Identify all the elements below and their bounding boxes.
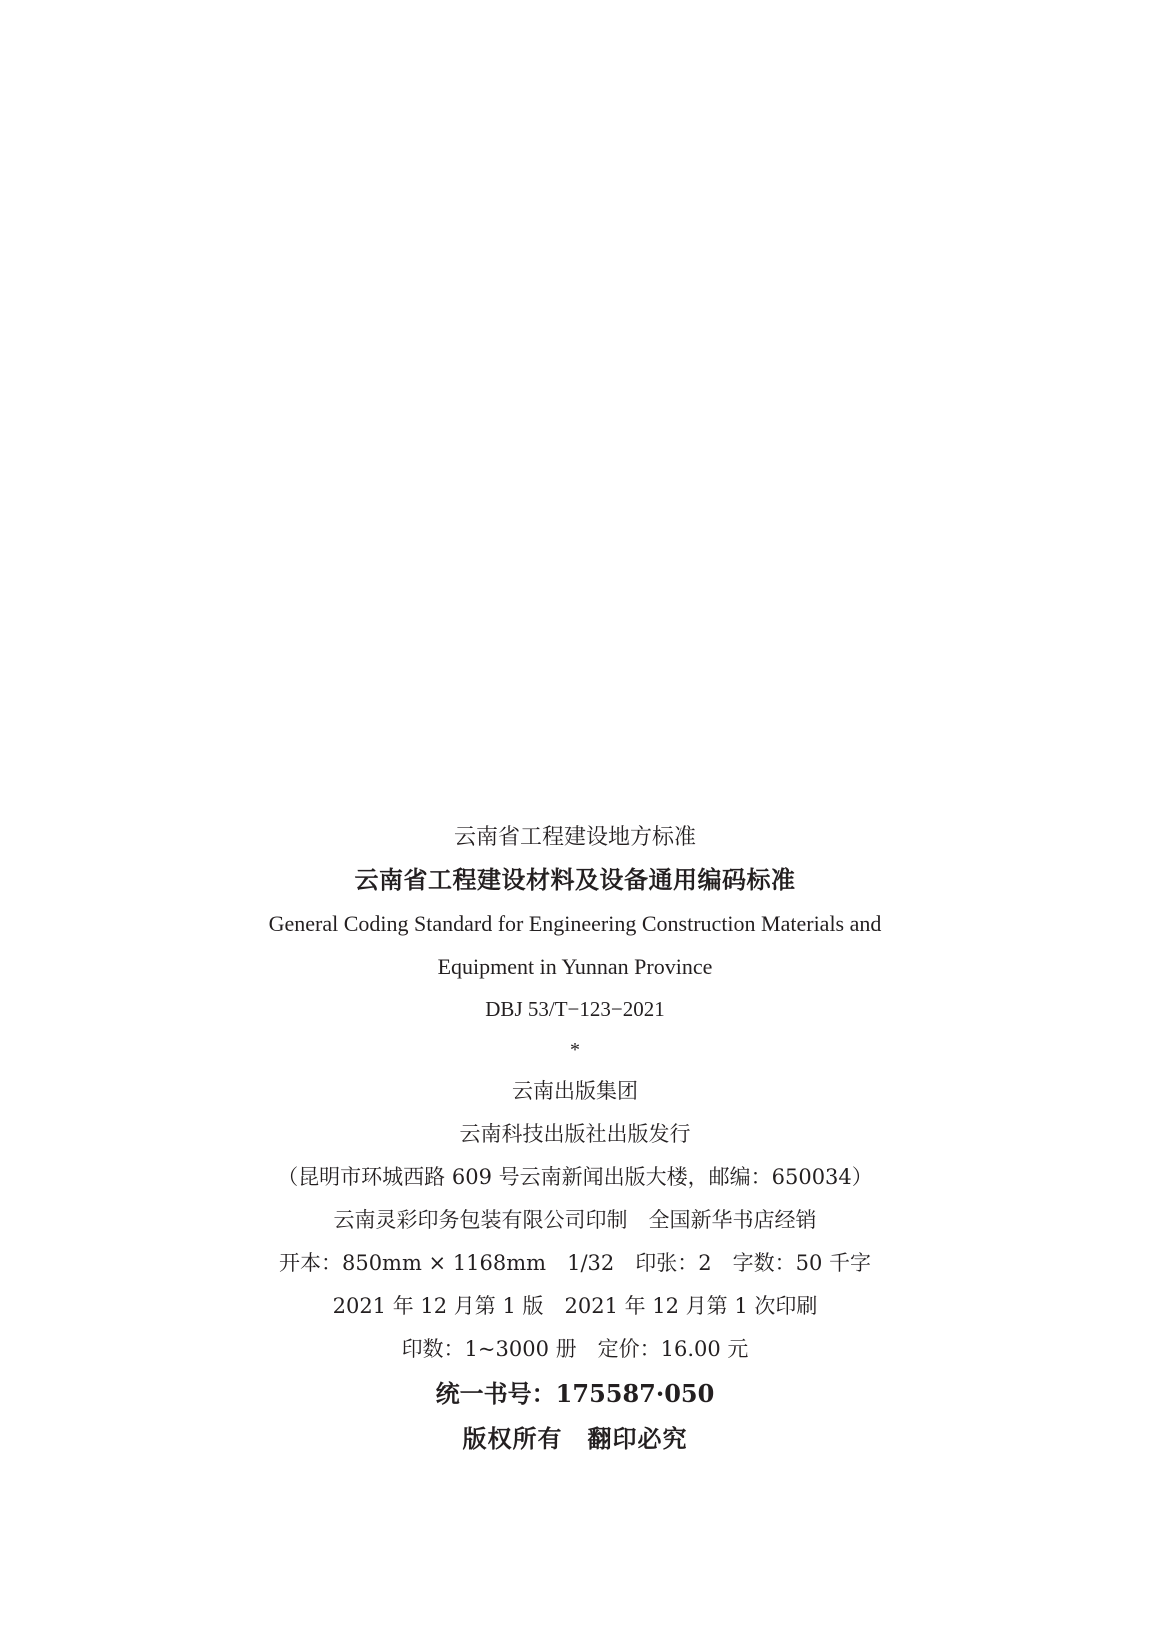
format-info: 开本：850mm × 1168mm 1/32 印张：2 字数：50 千字 <box>278 1251 872 1275</box>
colophon-block <box>0 818 1150 1461</box>
publisher-address: （昆明市环城西路 609 号云南新闻出版大楼，邮编：650034） <box>277 1165 873 1189</box>
edition-info: 2021 年 12 月第 1 版 2021 年 12 月第 1 次印刷 <box>332 1294 818 1318</box>
standard-title-english-line-2: Equipment in Yunnan Province <box>437 954 713 979</box>
standard-title-english-line-1: General Coding Standard for Engineering Construction Materials and <box>268 911 882 936</box>
unified-book-number: 统一书号：175587·050 <box>435 1379 715 1408</box>
standard-series-label: 云南省工程建设地方标准 <box>453 825 696 850</box>
separator-asterisk: * <box>570 1039 580 1061</box>
publisher-group: 云南出版集团 <box>512 1079 638 1103</box>
standard-title-chinese: 云南省工程建设材料及设备通用编码标准 <box>354 865 796 894</box>
standard-code: DBJ 53/T−123−2021 <box>485 997 665 1021</box>
print-run-and-price: 印数：1~3000 册 定价：16.00 元 <box>401 1337 749 1361</box>
printer-distributor: 云南灵彩印务包装有限公司印制 全国新华书店经销 <box>333 1208 817 1232</box>
copyright-notice: 版权所有 翻印必究 <box>462 1424 688 1453</box>
publisher: 云南科技出版社出版发行 <box>459 1122 691 1146</box>
